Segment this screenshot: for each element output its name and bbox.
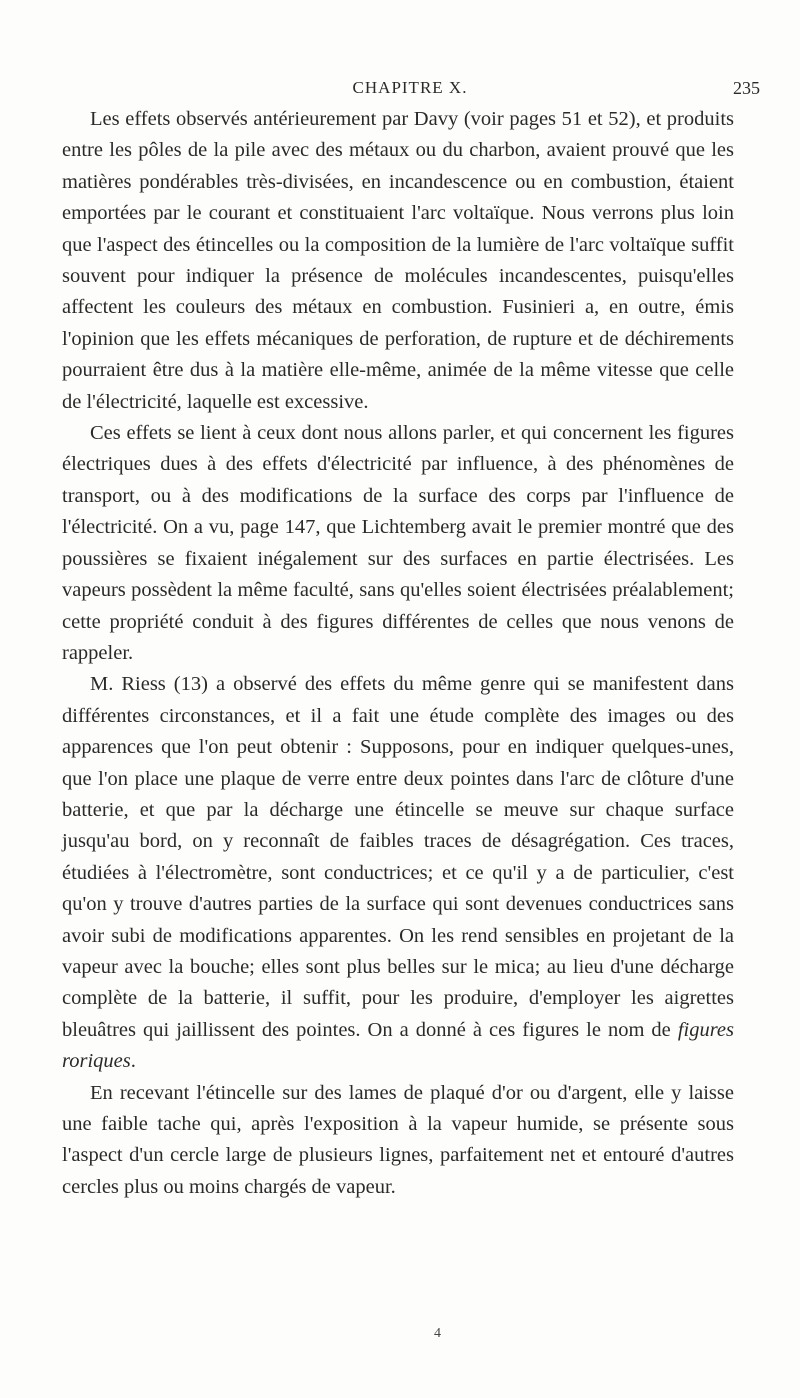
paragraph-4: En recevant l'étincelle sur des lames de plaqué d'or ou d'argent, elle y laisse une faible tache qui, après l'exposition à la vapeur humide, se présente sous l'aspect d'un cercle large de plusieurs lignes, parfaitement net et entouré d'autres cercles plus ou moins chargés de vapeur.	[62, 1081, 734, 1198]
signature-mark: 4	[434, 1326, 441, 1341]
emphasized-term: figures roriques	[62, 1018, 734, 1073]
paragraph-2: Ces effets se lient à ceux dont nous allons parler, et qui concernent les figures électriques dues à des effets d'électricité par influence, à des phénomènes de transport, ou à des modifications de la surface des corps par l'influence de l'électricité. On a vu, page 147, que Lichtemberg avait le premier montré que des poussières se fixaient inégalement sur des surfaces en partie électrisées. Les vapeurs possèdent la même faculté, sans qu'elles soient électrisées préalablement; cette propriété conduit à des figures différentes de celles que nous venons de rappeler.	[62, 422, 734, 664]
paragraph-3-text: M. Riess (13) a observé des effets du même genre qui se manifestent dans différentes circonstances, et il a fait une étude complète des images ou des apparences que l'on peut obtenir : Supposons, pour en indiquer quelques-unes, que l'on place une plaque de verre entre deux pointes dans l'arc de clôture d'une batterie, et que par la décharge une étincelle se meuve sur chaque surface jusqu'au bord, on y reconnaît de faibles traces de désagrégation. Ces traces, étudiées à l'électromètre, sont conductrices; et ce qu'il y a de particulier, c'est qu'on y trouve d'autres parties de la surface qui sont devenues conductrices sans avoir subi de modifications apparentes. On les rend sensibles en projetant de la vapeur avec la bouche; elles sont plus belles sur le mica; au lieu d'une décharge complète de la batterie, il suffit, pour les produire, d'employer les aigrettes bleuâtres qui jaillissent des pointes. On a donné à ces figures le nom de	[62, 673, 734, 1041]
paragraph-1: Les effets observés antérieurement par Davy (voir pages 51 et 52), et produits entre les pôles de la pile avec des métaux ou du charbon, avaient prouvé que les matières pondérables très-divisées, en incandescence ou en combustion, étaient emportées par le courant et constituaient l'arc voltaïque. Nous verrons plus loin que l'aspect des étincelles ou la composition de la lumière de l'arc voltaïque suffit souvent pour indiquer la présence de molécules incandescentes, puisqu'elles affectent les couleurs des métaux en combustion. Fusinieri a, en outre, émis l'opinion que les effets mécaniques de perforation, de rupture et de déchirements pourraient être dus à la matière elle-même, animée de la même vitesse que celle de l'électricité, laquelle est excessive.	[62, 108, 734, 413]
paragraph-3	[62, 669, 734, 1077]
running-title: CHAPITRE X.	[352, 78, 468, 97]
running-head	[60, 78, 760, 102]
paragraph-3-end: .	[130, 1050, 136, 1073]
body-text	[62, 104, 734, 1203]
page-number: 235	[733, 78, 760, 98]
